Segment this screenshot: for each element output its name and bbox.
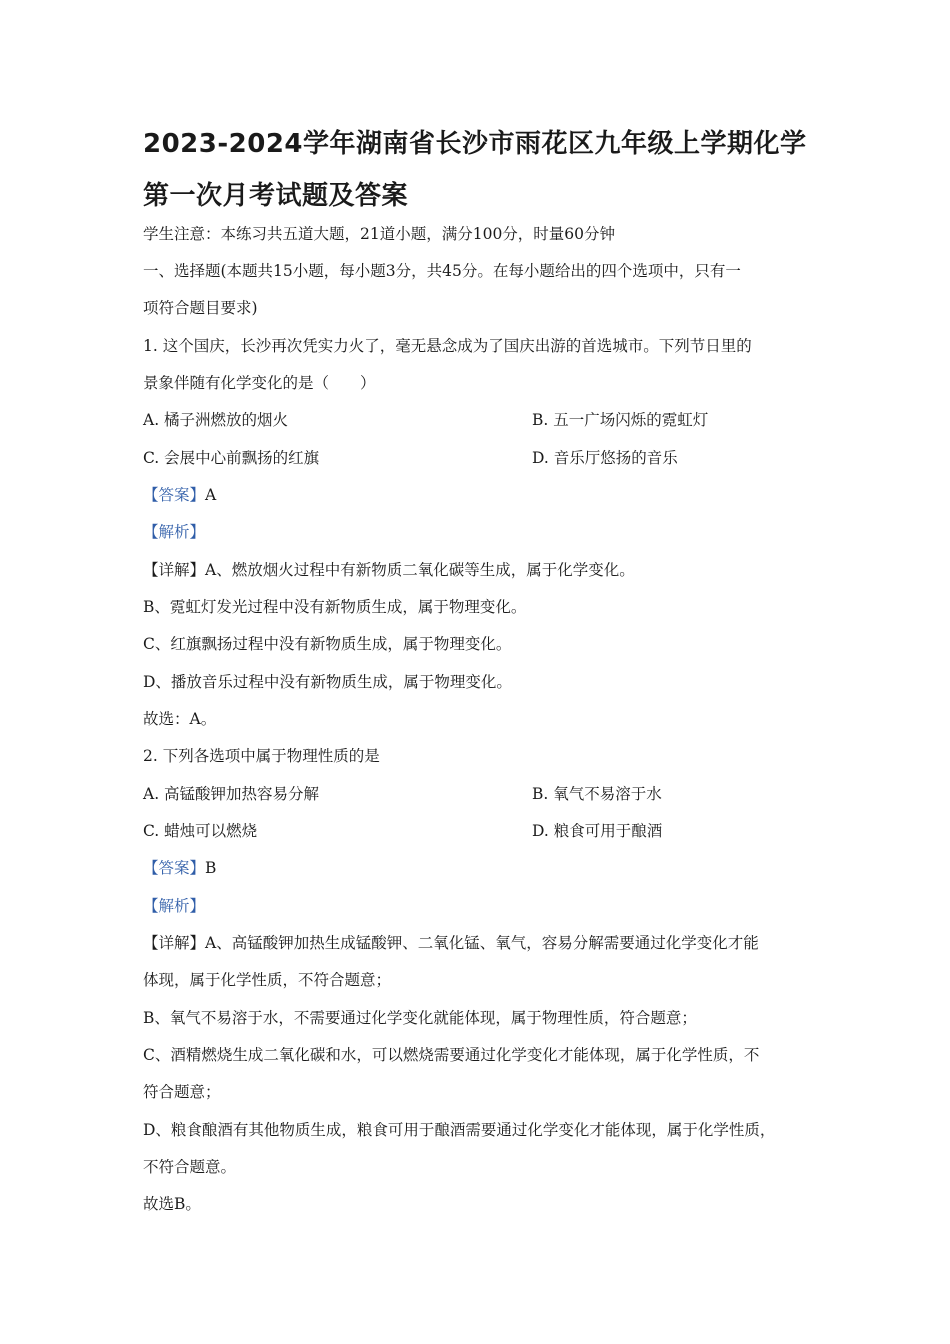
- document-title: 2023-2024学年湖南省长沙市雨花区九年级上学期化学第一次月考试题及答案: [143, 129, 807, 211]
- q2-option-c: C. 蜡烛可以燃烧: [143, 822, 258, 840]
- q1-option-c: C. 会展中心前飘扬的红旗: [143, 449, 320, 467]
- answer-tag: 【答案】: [143, 486, 206, 504]
- q1-detail-line4: D、播放音乐过程中没有新物质生成，属于物理变化。: [143, 673, 512, 691]
- student-notice: 学生注意：本练习共五道大题，21道小题，满分100分，时量60分钟: [143, 225, 616, 243]
- q2-detail-line2: B、氧气不易溶于水，不需要通过化学变化就能体现，属于物理性质，符合题意；: [143, 1009, 697, 1027]
- q2-detail-line4b: 不符合题意。: [143, 1158, 237, 1176]
- q2-answer: [143, 858, 216, 878]
- answer-value: A: [205, 486, 217, 504]
- answer-value: B: [205, 859, 217, 877]
- q2-option-b: B. 氧气不易溶于水: [532, 785, 662, 803]
- detail-text: A、燃放烟火过程中有新物质二氧化碳等生成，属于化学变化。: [205, 561, 635, 579]
- q1-stem-line2: 景象伴随有化学变化的是（ ）: [143, 374, 376, 392]
- section-heading-line1: 一、选择题(本题共15小题，每小题3分，共45分。在每小题给出的四个选项中，只有一: [143, 262, 741, 280]
- q2-detail-line3: C、酒精燃烧生成二氧化碳和水，可以燃烧需要通过化学变化才能体现，属于化学性质，不: [143, 1046, 760, 1064]
- q1-answer: [143, 485, 216, 505]
- q2-option-a: A. 高锰酸钾加热容易分解: [143, 785, 320, 803]
- q1-choose: 故选：A。: [143, 710, 217, 728]
- q2-choose: 故选B。: [143, 1195, 201, 1213]
- q1-analysis-tag: 【解析】: [143, 523, 206, 541]
- detail-text: A、高锰酸钾加热生成锰酸钾、二氧化锰、氧气，容易分解需要通过化学变化才能: [205, 934, 759, 952]
- q2-detail-line3b: 符合题意；: [143, 1083, 221, 1101]
- q1-option-a: A. 橘子洲燃放的烟火: [143, 411, 289, 429]
- q2-detail-line1: [143, 933, 759, 953]
- q1-detail-line2: B、霓虹灯发光过程中没有新物质生成，属于物理变化。: [143, 598, 527, 616]
- q2-detail-line1b: 体现，属于化学性质，不符合题意；: [143, 971, 392, 989]
- answer-tag: 【答案】: [143, 859, 206, 877]
- q1-stem-line1: 1. 这个国庆，长沙再次凭实力火了，毫无悬念成为了国庆出游的首选城市。下列节日里的: [143, 337, 752, 355]
- section-heading-line2: 项符合题目要求): [143, 299, 258, 317]
- q2-stem: 2. 下列各选项中属于物理性质的是: [143, 747, 380, 765]
- q1-option-b: B. 五一广场闪烁的霓虹灯: [532, 411, 709, 429]
- q1-detail-line1: [143, 560, 635, 580]
- detail-tag: 【详解】: [143, 934, 206, 952]
- q1-option-d: D. 音乐厅悠扬的音乐: [532, 449, 678, 467]
- q1-detail-line3: C、红旗飘扬过程中没有新物质生成，属于物理变化。: [143, 635, 512, 653]
- q2-analysis-tag: 【解析】: [143, 897, 206, 915]
- detail-tag: 【详解】: [143, 561, 206, 579]
- q2-option-d: D. 粮食可用于酿酒: [532, 822, 663, 840]
- q2-detail-line4: D、粮食酿酒有其他物质生成，粮食可用于酿酒需要通过化学变化才能体现，属于化学性质，: [143, 1121, 776, 1139]
